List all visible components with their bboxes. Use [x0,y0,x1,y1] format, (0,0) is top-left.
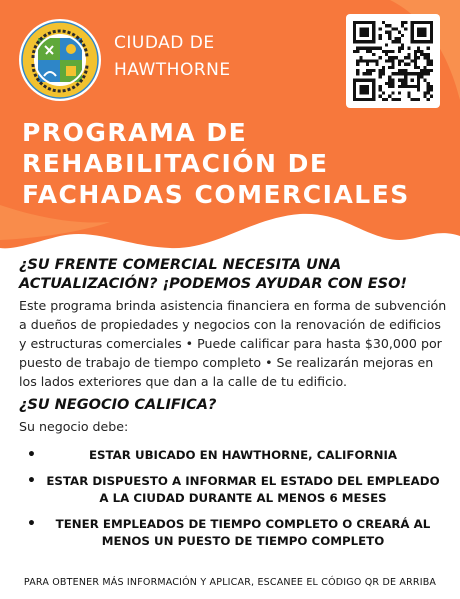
main-content [19,256,449,559]
requirement-item [19,473,449,507]
intro-heading: ¿SU FRENTE COMERCIAL NECESITA UNA ACTUALIZACIÓN? ¡PODEMOS AYUDAR CON ESO! [19,257,408,292]
requirement-item [19,447,449,464]
requirement-item [19,516,449,550]
bullet-icon: • [27,516,36,532]
requirement-text: ESTAR DISPUESTO A INFORMAR EL ESTADO DEL EMPLEADO A LA CIUDAD DURANTE AL MENOS 6 MESES [46,474,440,505]
requirements-list [19,447,449,550]
bullet-icon: • [27,473,36,489]
bullet-icon: • [27,447,36,463]
city-name [114,30,231,84]
city-name-line2: HAWTHORNE [114,60,231,80]
title-line1: PROGRAMA DE [22,118,248,147]
qr-code[interactable] [346,14,440,108]
title-line2: REHABILITACIÓN DE [22,149,329,178]
city-seal-icon [18,18,102,102]
requirement-text: ESTAR UBICADO EN HAWTHORNE, CALIFORNIA [88,448,397,462]
footer-note: PARA OBTENER MÁS INFORMACIÓN Y APLICAR, ESCANEE EL CÓDIGO QR DE ARRIBA [23,577,437,588]
title-line3: FACHADAS COMERCIALES [22,180,410,209]
qualify-heading: ¿SU NEGOCIO CALIFICA? [19,397,217,413]
page-title [22,117,410,210]
intro-body: Este programa brinda asistencia financiera en forma de subvención a dueños de propiedades y negocios con la renovación de edificios y estructuras comerciales • Puede calificar para hasta $30,000 por puesto de trabajo de tiempo completo • Se realizarán mejoras en los lados exteriores que dan a la calle de tu edificio. [19,298,447,389]
qr-code-icon [353,21,433,101]
city-name-line1: CIUDAD DE [114,33,215,53]
requirement-text: TENER EMPLEADOS DE TIEMPO COMPLETO O CREARÁ AL MENOS UN PUESTO DE TIEMPO COMPLETO [55,517,431,548]
qualify-subtext: Su negocio debe: [19,419,129,434]
